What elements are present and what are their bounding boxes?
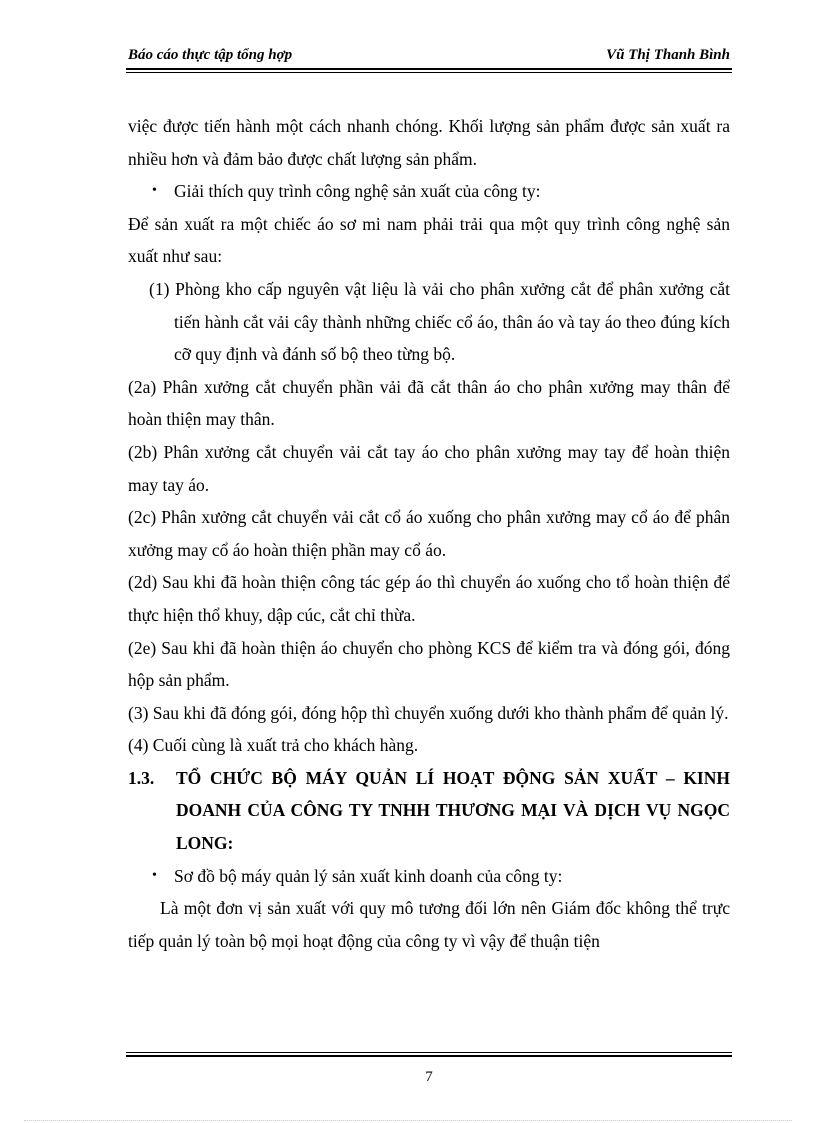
bullet-item-process <box>128 175 730 208</box>
bullet-text: Sơ đồ bộ máy quản lý sản xuất kinh doanh của công ty: <box>174 865 563 886</box>
bullet-icon: • <box>152 183 157 199</box>
page-number: 7 <box>425 1069 433 1085</box>
header-rule <box>126 68 732 70</box>
step-2b: (2b) Phân xưởng cắt chuyển vải cắt tay áo cho phân xưởng may tay để hoàn thiện may tay áo. <box>128 441 730 495</box>
bullet-icon: • <box>152 867 157 883</box>
step-2d: (2d) Sau khi đã hoàn thiện công tác gép áo thì chuyển áo xuống cho tổ hoàn thiện để thực hiện thổ khuy, dập cúc, cắt chỉ thừa. <box>128 572 730 625</box>
bullet-item-org-chart <box>128 860 730 893</box>
step-2e: (2e) Sau khi đã hoàn thiện áo chuyển cho phòng KCS để kiểm tra và đóng gói, đóng hộp sản phẩm. <box>128 637 730 691</box>
step-2a: (2a) Phân xưởng cắt chuyển phần vải đã cắt thân áo cho phân xưởng may thân để hoàn thiện may thân. <box>128 376 730 430</box>
paragraph-intro: việc được tiến hành một cách nhanh chóng. Khối lượng sản phẩm được sản xuất ra nhiều hơn và đảm bảo được chất lượng sản phẩm. <box>128 116 730 169</box>
paragraph-process-intro: Để sản xuất ra một chiếc áo sơ mi nam phải trải qua một quy trình công nghệ sản xuất như sau: <box>128 213 730 267</box>
page-edge-divider <box>24 1120 792 1121</box>
step-4: (4) Cuối cùng là xuất trả cho khách hàng. <box>128 735 419 756</box>
step-3: (3) Sau khi đã đóng gói, đóng hộp thì chuyển xuống dưới kho thành phẩm để quản lý. <box>128 702 729 723</box>
header-author-name: Vũ Thị Thanh Bình <box>606 47 730 63</box>
header-report-title: Báo cáo thực tập tổng hợp <box>128 47 293 63</box>
step-1: (1) Phòng kho cấp nguyên vật liệu là vải cho phân xưởng cắt để phân xưởng cắt tiến hành cắt vải cây thành những chiếc cổ áo, thân áo và tay áo theo đúng kích cỡ quy định và đánh số bộ theo từng bộ. <box>149 278 730 365</box>
bullet-text: Giải thích quy trình công nghệ sản xuất của công ty: <box>174 181 541 202</box>
page-header <box>126 44 732 70</box>
page-footer <box>126 1052 732 1086</box>
header-rule-thin <box>126 72 732 73</box>
section-heading <box>128 762 730 860</box>
paragraph-closing: Là một đơn vị sản xuất với quy mô tương đối lớn nên Giám đốc không thể trực tiếp quản lý toàn bộ mọi hoạt động của công ty vì vậy để thuận tiện <box>128 898 730 951</box>
section-number: 1.3. <box>128 767 155 788</box>
footer-rule-thin <box>126 1052 732 1053</box>
section-title: TỔ CHỨC BỘ MÁY QUẢN LÍ HOẠT ĐỘNG SẢN XUẤT – KINH DOANH CỦA CÔNG TY TNHH THƯƠNG MẠI VÀ DỊCH VỤ NGỌC LONG: <box>176 767 730 854</box>
page-body <box>128 110 730 957</box>
step-2c: (2c) Phân xưởng cắt chuyển vải cắt cổ áo xuống cho phân xưởng may cổ áo để phân xưởng may cổ áo hoàn thiện phần may cổ áo. <box>128 507 730 560</box>
footer-rule <box>126 1055 732 1057</box>
